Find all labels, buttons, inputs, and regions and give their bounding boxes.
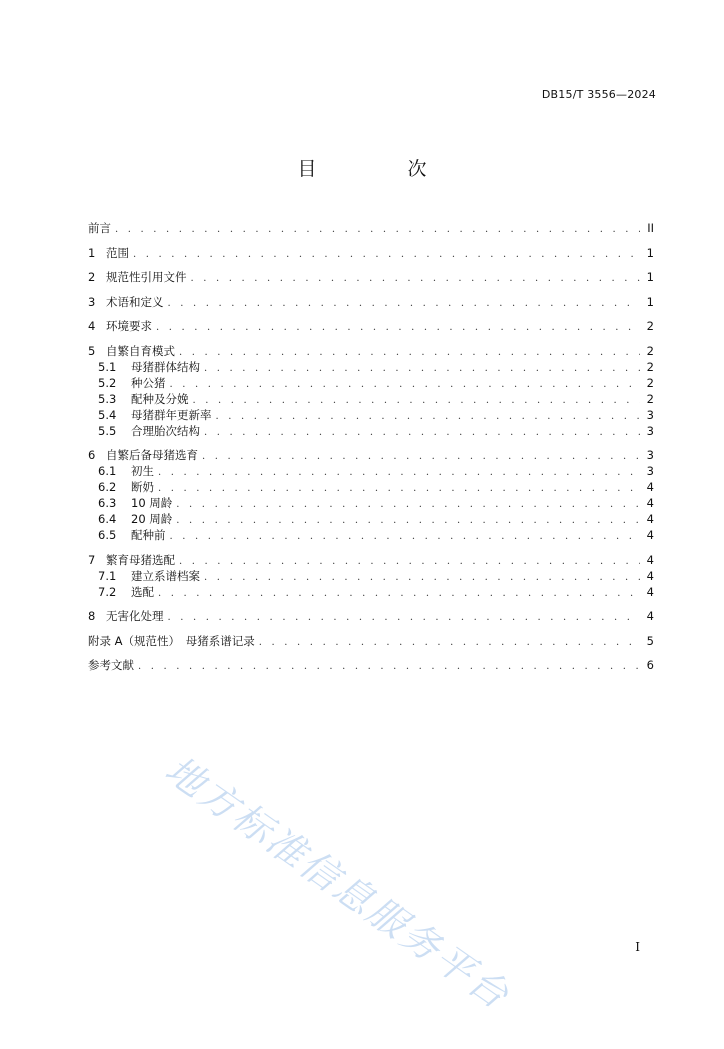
toc-entry-page: 2 bbox=[646, 343, 654, 358]
standard-code: DB15/T 3556—2024 bbox=[541, 88, 656, 101]
toc-entry-page: 2 bbox=[646, 375, 654, 390]
toc-entry[interactable] bbox=[88, 511, 654, 527]
toc-entry-page: 6 bbox=[646, 658, 654, 672]
toc-dot-leader bbox=[115, 224, 640, 235]
toc-dot-leader bbox=[193, 395, 641, 406]
toc-entry-number: 1 bbox=[88, 245, 96, 260]
toc-entry-number: 6 bbox=[88, 448, 96, 462]
toc-dot-leader bbox=[179, 347, 640, 358]
toc-dot-leader bbox=[259, 637, 640, 648]
toc-entry-page: 4 bbox=[646, 552, 654, 567]
toc-dot-leader bbox=[170, 379, 641, 390]
toc-dot-leader bbox=[204, 427, 640, 438]
toc-entry-label: 建立系谱档案 bbox=[131, 568, 200, 583]
toc-entry-label: 母猪群年更新率 bbox=[131, 407, 212, 422]
toc-entry-number: 7 bbox=[88, 552, 96, 567]
toc-entry[interactable] bbox=[88, 391, 654, 407]
toc-dot-leader bbox=[158, 483, 640, 494]
toc-entry-label: 合理胎次结构 bbox=[131, 423, 200, 438]
toc-entry-page: 2 bbox=[646, 359, 654, 374]
toc-entry-number: 6.3 bbox=[98, 496, 117, 510]
toc-entry-label: 附录 A（规范性） 母猪系谱记录 bbox=[88, 633, 255, 648]
toc-entry-label: 断奶 bbox=[131, 480, 154, 494]
toc-entry-page: 1 bbox=[646, 294, 654, 309]
toc-entry-label: 规范性引用文件 bbox=[106, 270, 187, 284]
toc-dot-leader bbox=[168, 298, 641, 309]
toc-entry-page: 5 bbox=[646, 633, 654, 648]
toc-entry-number: 6.1 bbox=[98, 464, 117, 478]
toc-entry[interactable] bbox=[88, 608, 654, 624]
toc-entry-page: 3 bbox=[646, 448, 654, 462]
toc-entry-number: 6.2 bbox=[98, 480, 117, 494]
toc-entry[interactable] bbox=[88, 375, 654, 391]
toc-entry[interactable] bbox=[88, 294, 654, 310]
toc-entry[interactable] bbox=[88, 463, 654, 479]
toc-entry-page: 3 bbox=[646, 407, 654, 422]
toc-entry-number: 5.2 bbox=[98, 375, 117, 390]
toc-entry-page: 4 bbox=[646, 528, 654, 542]
toc-dot-leader bbox=[216, 411, 641, 422]
toc-entry-label: 选配 bbox=[131, 584, 154, 599]
toc-entry[interactable] bbox=[88, 343, 654, 359]
page-title: 目 次 bbox=[297, 158, 463, 180]
toc-entry-label: 范围 bbox=[106, 245, 129, 260]
toc-entry-page: 2 bbox=[646, 391, 654, 406]
toc-entry-label: 母猪群体结构 bbox=[131, 359, 200, 374]
watermark: 地方标准信息服务平台 bbox=[157, 747, 519, 1019]
toc-entry-label: 前言 bbox=[88, 221, 111, 235]
toc-entry-number: 7.2 bbox=[98, 584, 117, 599]
toc-entry-label: 自繁自育模式 bbox=[106, 343, 175, 358]
toc-entry[interactable] bbox=[88, 568, 654, 584]
toc-entry[interactable] bbox=[88, 447, 654, 463]
toc-entry-label: 自繁后备母猪选育 bbox=[106, 448, 198, 462]
toc-entry-label: 种公猪 bbox=[131, 375, 166, 390]
toc-entry-number: 4 bbox=[88, 319, 96, 333]
toc-entry-label: 初生 bbox=[131, 464, 154, 478]
toc-entry[interactable] bbox=[88, 584, 654, 600]
toc-entry-page: 4 bbox=[646, 609, 654, 623]
toc-dot-leader bbox=[168, 612, 641, 623]
toc-dot-leader bbox=[156, 322, 640, 333]
toc-dot-leader bbox=[133, 249, 640, 260]
toc-dot-leader bbox=[202, 451, 640, 462]
toc-entry[interactable] bbox=[88, 495, 654, 511]
toc-entry-label: 繁育母猪选配 bbox=[106, 552, 175, 567]
toc-entry-number: 5 bbox=[88, 343, 96, 358]
toc-entry[interactable] bbox=[88, 269, 654, 285]
toc-entry-label: 环境要求 bbox=[106, 319, 152, 333]
toc-dot-leader bbox=[179, 556, 640, 567]
toc-entry-number: 5.4 bbox=[98, 407, 117, 422]
toc-entry-page: 1 bbox=[646, 245, 654, 260]
toc-entry-page: 4 bbox=[646, 584, 654, 599]
toc-entry[interactable] bbox=[88, 552, 654, 568]
toc-entry[interactable] bbox=[88, 245, 654, 261]
toc-entry-page: 4 bbox=[646, 496, 654, 510]
toc-entry-number: 6.4 bbox=[98, 512, 117, 526]
toc-entry-number: 2 bbox=[88, 270, 96, 284]
toc-dot-leader bbox=[158, 467, 640, 478]
toc-entry-label: 术语和定义 bbox=[106, 294, 164, 309]
page-number: I bbox=[635, 940, 640, 954]
toc-entry[interactable] bbox=[88, 633, 654, 649]
toc-entry-label: 20 周龄 bbox=[131, 512, 173, 526]
toc-entry-label: 10 周龄 bbox=[131, 496, 173, 510]
toc-entry-label: 配种前 bbox=[131, 528, 166, 542]
toc-entry-number: 5.1 bbox=[98, 359, 117, 374]
toc-entry[interactable] bbox=[88, 527, 654, 543]
toc-entry-page: II bbox=[647, 221, 654, 235]
toc-entry-page: 4 bbox=[646, 568, 654, 583]
toc-entry-number: 5.3 bbox=[98, 391, 117, 406]
toc-entry[interactable] bbox=[88, 318, 654, 334]
toc-dot-leader bbox=[204, 363, 640, 374]
toc-entry-label: 无害化处理 bbox=[106, 609, 164, 623]
toc-entry[interactable] bbox=[88, 359, 654, 375]
toc-entry-label: 参考文献 bbox=[88, 658, 134, 672]
toc-dot-leader bbox=[191, 273, 641, 284]
toc-dot-leader bbox=[138, 661, 640, 672]
toc-entry-page: 4 bbox=[646, 480, 654, 494]
toc-dot-leader bbox=[158, 588, 640, 599]
toc-entry-number: 7.1 bbox=[98, 568, 117, 583]
toc-entry-page: 4 bbox=[646, 512, 654, 526]
table-of-contents bbox=[88, 220, 654, 673]
toc-entry[interactable] bbox=[88, 657, 654, 673]
toc-entry[interactable] bbox=[88, 479, 654, 495]
toc-dot-leader bbox=[170, 531, 641, 542]
toc-entry-number: 5.5 bbox=[98, 423, 117, 438]
toc-entry[interactable] bbox=[88, 407, 654, 423]
toc-dot-leader bbox=[204, 572, 640, 583]
toc-entry-page: 3 bbox=[646, 423, 654, 438]
toc-dot-leader bbox=[176, 499, 640, 510]
toc-entry-number: 6.5 bbox=[98, 528, 117, 542]
toc-entry-page: 3 bbox=[646, 464, 654, 478]
toc-entry-number: 3 bbox=[88, 294, 96, 309]
toc-entry-page: 2 bbox=[646, 319, 654, 333]
toc-dot-leader bbox=[176, 515, 640, 526]
toc-entry[interactable] bbox=[88, 423, 654, 439]
toc-entry-label: 配种及分娩 bbox=[131, 391, 189, 406]
toc-entry-number: 8 bbox=[88, 609, 96, 623]
toc-entry-page: 1 bbox=[646, 270, 654, 284]
toc-entry[interactable] bbox=[88, 220, 654, 236]
